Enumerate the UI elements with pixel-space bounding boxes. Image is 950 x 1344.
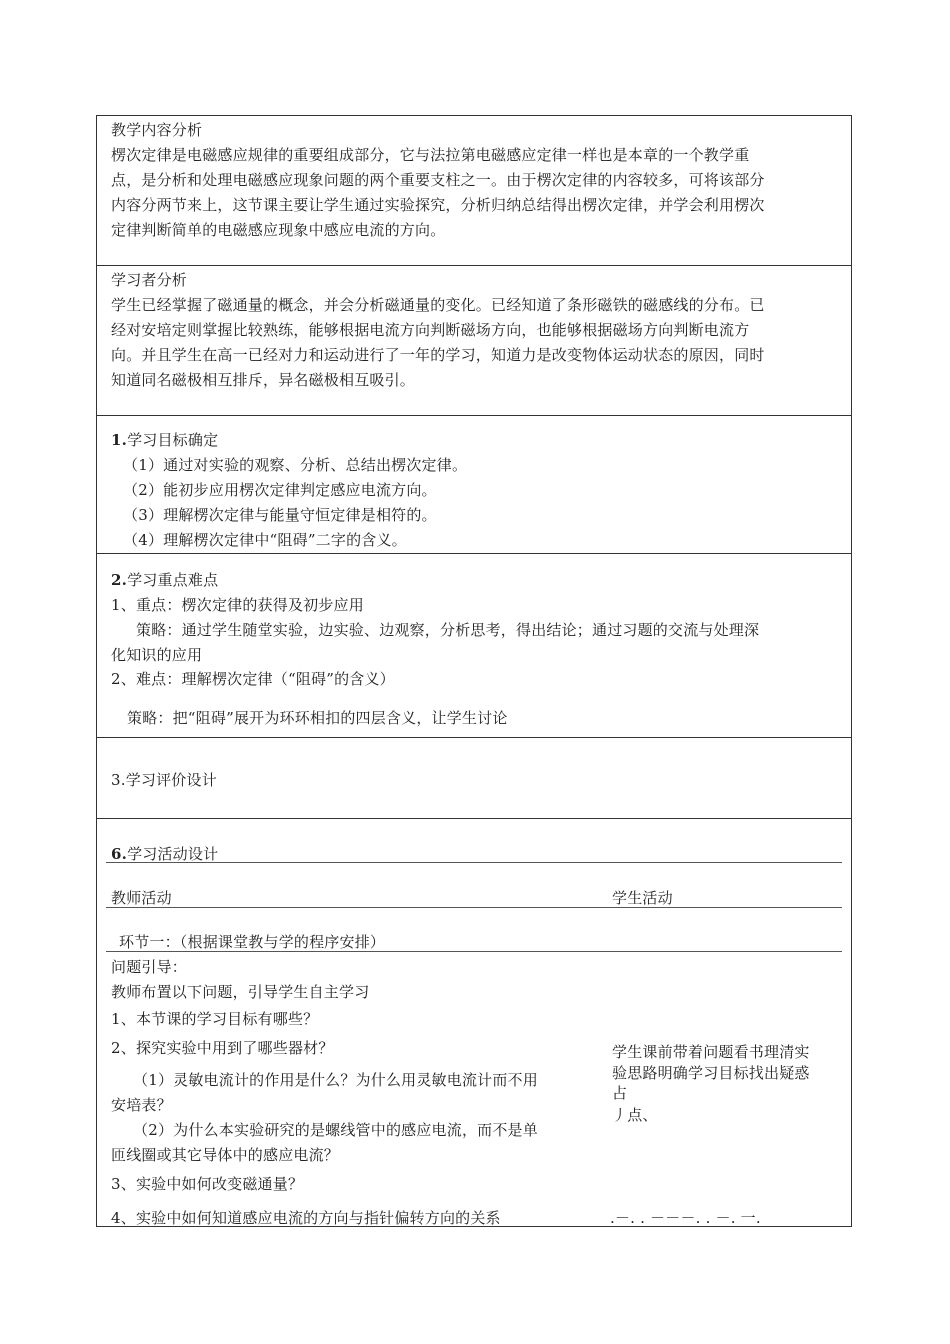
- question-item: 2、探究实验中用到了哪些器材？: [111, 1039, 334, 1057]
- student-activity-header: 学生活动: [612, 889, 673, 907]
- teacher-activity-line: 问题引导：: [111, 958, 188, 976]
- stage-label: 环节一：（根据课堂教与学的程序安排）: [119, 933, 386, 951]
- strategy-line: 化知识的应用: [111, 646, 203, 664]
- section-title-learning-objectives: [111, 428, 218, 453]
- key-point-line: 1、重点：楞次定律的获得及初步应用: [111, 596, 364, 614]
- section-title-key-points: [111, 568, 218, 593]
- inner-divider: [106, 907, 842, 908]
- row-divider: [96, 737, 852, 738]
- student-activity-line: 丿点、: [612, 1106, 658, 1124]
- section-title-text: 学习活动设计: [127, 845, 219, 863]
- paragraph-line: 定律判断简单的电磁感应现象中感应电流的方向。: [111, 221, 446, 239]
- question-item: 3、实验中如何改变磁通量？: [111, 1175, 304, 1193]
- objective-item: （2）能初步应用楞次定律判定感应电流方向。: [123, 481, 437, 499]
- paragraph-line: 楞次定律是电磁感应规律的重要组成部分，它与法拉第电磁感应定律一样也是本章的一个教学重: [111, 146, 750, 164]
- question-subitem: （1）灵敏电流计的作用是什么？为什么用灵敏电流计而不用: [133, 1071, 538, 1089]
- student-activity-line: 占: [612, 1084, 628, 1102]
- section-title-evaluation-design: 3.学习评价设计: [111, 771, 217, 789]
- paragraph-line: 内容分两节来上，这节课主要让学生通过实验探究，分析归纳总结得出楞次定律，并学会利用楞次: [111, 196, 765, 214]
- question-item: 1、本节课的学习目标有哪些？: [111, 1010, 319, 1028]
- student-activity-line: .－. . －－－. . －. 一.: [610, 1209, 761, 1227]
- section-number: 2.: [111, 571, 128, 589]
- paragraph-line: 点，是分析和处理电磁感应现象问题的两个重要支柱之一。由于楞次定律的内容较多，可将该部分: [111, 171, 765, 189]
- objective-item: （3）理解楞次定律与能量守恒定律是相符的。: [123, 506, 437, 524]
- inner-divider: [106, 862, 842, 863]
- teacher-activity-header: 教师活动: [111, 889, 172, 907]
- question-item: 4、实验中如何知道感应电流的方向与指针偏转方向的关系: [111, 1209, 501, 1227]
- section-number: 1.: [111, 431, 128, 449]
- paragraph-line: 知道同名磁极相互排斥，异名磁极相互吸引。: [111, 371, 416, 389]
- row-divider: [96, 265, 852, 266]
- section-number: 6.: [111, 845, 128, 863]
- strategy-line: 策略：把“阻碍”展开为环环相扣的四层含义，让学生讨论: [127, 709, 508, 727]
- row-divider: [96, 818, 852, 819]
- objective-item: （4）理解楞次定律中“阻碍”二字的含义。: [123, 531, 407, 549]
- difficulty-line: 2、难点：理解楞次定律（“阻碍”的含义）: [111, 670, 395, 688]
- question-subitem: 安培表？: [111, 1096, 172, 1114]
- paragraph-line: 经对安培定则掌握比较熟练，能够根据电流方向判断磁场方向，也能够根据磁场方向判断电流方: [111, 321, 750, 339]
- inner-divider: [106, 951, 842, 952]
- teacher-activity-line: 教师布置以下问题，引导学生自主学习: [111, 983, 370, 1001]
- section-title-activity-design: [111, 842, 218, 867]
- section-title-learner-analysis: 学习者分析: [111, 271, 188, 289]
- paragraph-line: 学生已经掌握了磁通量的概念，并会分析磁通量的变化。已经知道了条形磁铁的磁感线的分布。已: [111, 296, 765, 314]
- row-divider: [96, 553, 852, 554]
- section-title-content-analysis: 教学内容分析: [111, 121, 203, 139]
- row-divider: [96, 415, 852, 416]
- paragraph-line: 向。并且学生在高一已经对力和运动进行了一年的学习，知道力是改变物体运动状态的原因，同时: [111, 346, 765, 364]
- strategy-line: 策略：通过学生随堂实验，边实验、边观察，分析思考，得出结论；通过习题的交流与处理深: [136, 621, 760, 639]
- section-title-text: 学习重点难点: [127, 571, 219, 589]
- question-subitem: （2）为什么本实验研究的是螺线管中的感应电流，而不是单: [133, 1121, 538, 1139]
- student-activity-line: 验思路明确学习目标找出疑惑: [612, 1064, 810, 1082]
- objective-item: （1）通过对实验的观察、分析、总结出楞次定律。: [123, 456, 468, 474]
- student-activity-line: 学生课前带着问题看书理清实: [612, 1043, 810, 1061]
- question-subitem: 匝线圈或其它导体中的感应电流？: [111, 1146, 340, 1164]
- section-title-text: 学习目标确定: [127, 431, 219, 449]
